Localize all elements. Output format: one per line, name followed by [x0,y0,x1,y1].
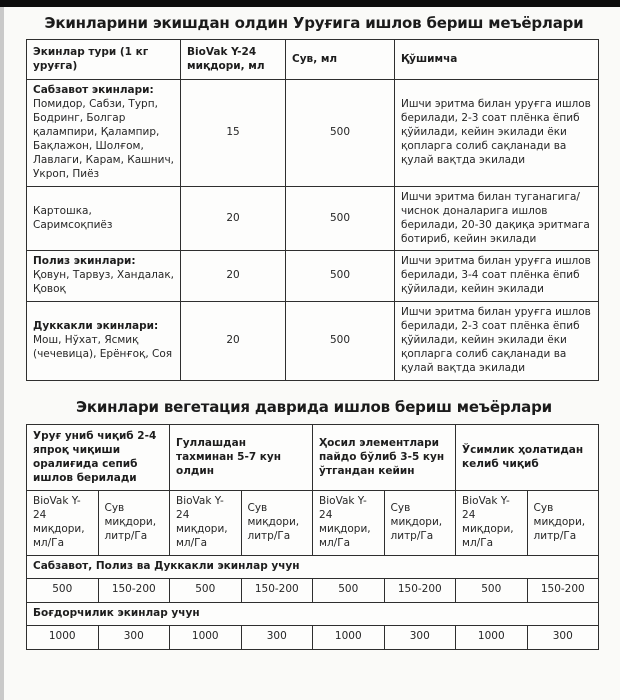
subheader-biovak-dose: BioVak Y-24 миқдори, мл/Га [456,491,528,556]
table-row [27,186,599,251]
col-header-water: Сув, мл [286,40,395,80]
crop-list: Қовун, Тарвуз, Хандалак, Қовоқ [33,269,175,296]
crop-list: Картошка, Саримсоқпиёз [33,204,113,231]
dose-value-cell: 150-200 [527,578,599,602]
note-cell: Ишчи эритма билан уруғга ишлов берилади, 2-3 соат плёнка ёпиб қўйилади, кейин экилади ёки қопларга солиб сақланади ва қулай вақтда экилади [395,80,599,187]
biovak-amount-cell: 15 [181,80,286,187]
values-row [27,578,599,602]
table-header-row [27,40,599,80]
dose-value-cell: 500 [170,578,242,602]
note-cell: Ишчи эритма билан уруғга ишлов берилади, 2-3 соат плёнка ёпиб қўйилади, кейин экилади ёки қопларга солиб сақланади ва қулай вақтда экилади [395,302,599,381]
photo-top-edge [0,0,620,7]
seed-treatment-table-title: Экинларини экишдан олдин Уруғига ишлов бериш меъёрлари [44,14,584,32]
subheader-row [27,491,599,556]
dose-value-cell: 1000 [27,625,99,649]
crop-category-label: Дуккакли экинлари: [33,320,159,333]
subheader-water-dose: Сув миқдори, литр/Га [527,491,599,556]
vegetation-period-table [26,424,599,650]
crop-type-cell [27,302,181,381]
biovak-amount-cell: 20 [181,186,286,251]
dose-value-cell: 500 [27,578,99,602]
note-cell: Ишчи эритма билан уруғга ишлов берилади, 3-4 соат плёнка ёпиб қўйилади, кейин экилади [395,251,599,302]
dose-value-cell: 150-200 [384,578,456,602]
crop-type-cell [27,80,181,187]
biovak-amount-cell: 20 [181,302,286,381]
dose-value-cell: 300 [384,625,456,649]
subheader-water-dose: Сув миқдори, литр/Га [384,491,456,556]
section-row [27,602,599,625]
col-header-extra: Қўшимча [395,40,599,80]
crop-list: Помидор, Сабзи, Турп, Бодринг, Болгар қалампири, Қалампир, Бақлажон, Шолғом, Лавлаги, Карам, Кашнич, Укроп, Пиёз [33,97,174,180]
crop-type-cell [27,251,181,302]
seed-treatment-table [26,39,599,381]
water-amount-cell: 500 [286,186,395,251]
subheader-biovak-dose: BioVak Y-24 миқдори, мл/Га [170,491,242,556]
stage-header-after-fruit-set: Ҳосил элементлари пайдо бўлиб 3-5 кун ўтгандан кейин [313,425,456,491]
vegetation-period-table-title: Экинлари вегетация даврида ишлов бериш меъёрлари [76,398,552,417]
crop-type-cell [27,186,181,251]
crop-category-label: Полиз экинлари: [33,255,136,268]
dose-value-cell: 300 [98,625,170,649]
dose-value-cell: 300 [241,625,313,649]
dose-value-cell: 1000 [456,625,528,649]
water-amount-cell: 500 [286,302,395,381]
dose-value-cell: 1000 [170,625,242,649]
note-cell: Ишчи эритма билан туганагига/ чиснок доналарига ишлов берилади, 20-30 дақиқа эритмага ботириб, кейин экилади [395,186,599,251]
dose-value-cell: 150-200 [98,578,170,602]
section-label-horticulture: Боғдорчилик экинлар учун [27,602,599,625]
col-header-crop-type: Экинлар тури (1 кг уруғга) [27,40,181,80]
dose-value-cell: 500 [313,578,385,602]
values-row [27,625,599,649]
section-label-vegetable-melon-legume: Сабзавот, Полиз ва Дуккакли экинлар учун [27,555,599,578]
stage-header-before-flowering: Гуллашдан тахминан 5-7 кун олдин [170,425,313,491]
stage-header-plant-condition: Ўсимлик ҳолатидан келиб чиқиб [456,425,599,491]
subheader-water-dose: Сув миқдори, литр/Га [241,491,313,556]
biovak-amount-cell: 20 [181,251,286,302]
dose-value-cell: 150-200 [241,578,313,602]
crop-category-label: Сабзавот экинлари: [33,84,154,96]
stage-header-germination: Уруғ униб чиқиб 2-4 япроқ чиқиши оралиғида сепиб ишлов берилади [27,425,170,491]
dose-value-cell: 1000 [313,625,385,649]
stage-header-row [27,425,599,491]
photo-left-edge [0,7,4,700]
table-row [27,302,599,381]
document-page [26,7,602,650]
section-row [27,555,599,578]
water-amount-cell: 500 [286,251,395,302]
dose-value-cell: 300 [527,625,599,649]
subheader-water-dose: Сув миқдори, литр/Га [98,491,170,556]
subheader-biovak-dose: BioVak Y-24 миқдори, мл/Га [27,491,99,556]
table-row [27,80,599,187]
table-row [27,251,599,302]
crop-list: Мош, Нўхат, Ясмиқ (чечевица), Ерёнғоқ, Соя [33,334,173,361]
water-amount-cell: 500 [286,80,395,187]
subheader-biovak-dose: BioVak Y-24 миқдори, мл/Га [313,491,385,556]
col-header-biovak-amount: BioVak Y-24 миқдори, мл [181,40,286,80]
dose-value-cell: 500 [456,578,528,602]
